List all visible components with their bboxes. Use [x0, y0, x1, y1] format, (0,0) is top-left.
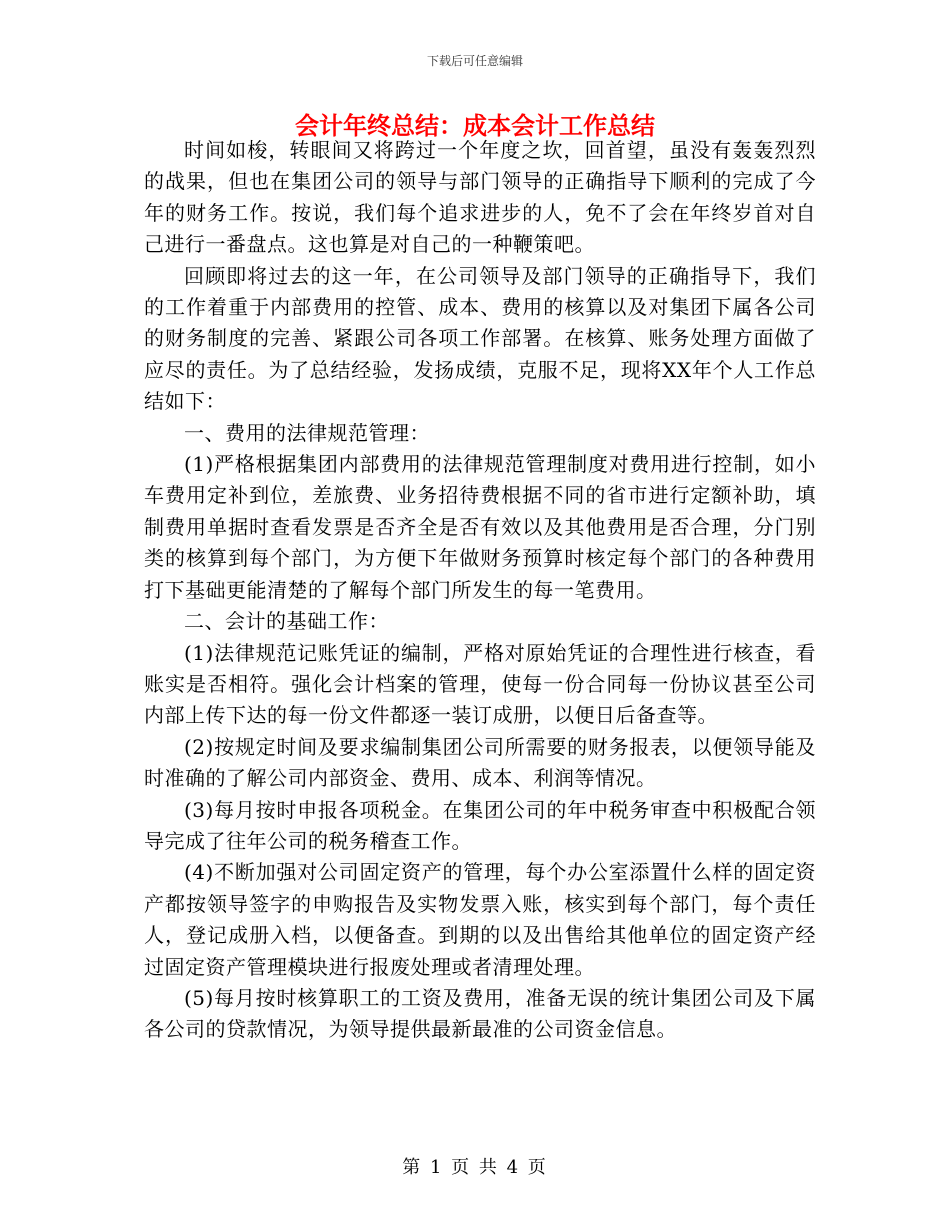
paragraph-intro: 时间如梭，转眼间又将跨过一个年度之坎，回首望，虽没有轰轰烈烈的战果，但也在集团公司的领导与部门领导的正确指导下顺利的完成了今年的财务工作。按说，我们每个追求进步的人，免不了会在年终岁首对自己进行一番盘点。这也算是对自己的一种鞭策吧。	[144, 138, 816, 257]
paragraph-accounting-2: (2)按规定时间及要求编制集团公司所需要的财务报表，以便领导能及时准确的了解公司内部资金、费用、成本、利润等情况。	[144, 734, 816, 791]
page-header-note: 下载后可任意编辑	[426, 54, 523, 68]
paragraph-accounting-5: (5)每月按时核算职工的工资及费用，准备无误的统计集团公司及下属各公司的贷款情况，为领导提供最新最准的公司资金信息。	[144, 985, 816, 1042]
paragraph-expense-1: (1)严格根据集团内部费用的法律规范管理制度对费用进行控制，如小车费用定补到位，差旅费、业务招待费根据不同的省市进行定额补助，填制费用单据时查看发票是否齐全是否有效以及其他费用是否合理，分门别类的核算到每个部门，为方便下年做财务预算时核定每个部门的各种费用打下基础更能清楚的了解每个部门所发生的每一笔费用。	[144, 452, 816, 602]
document-title: 会计年终总结：成本会计工作总结	[295, 112, 655, 140]
page-number-indicator: 第 1 页 共 4 页	[402, 1157, 548, 1178]
paragraph-accounting-3: (3)每月按时申报各项税金。在集团公司的年中税务审查中积极配合领导完成了往年公司的税务稽查工作。	[144, 797, 816, 853]
section-heading-accounting: 二、会计的基础工作：	[184, 609, 389, 634]
paragraph-review: 回顾即将过去的这一年，在公司领导及部门领导的正确指导下，我们的工作着重于内部费用的控管、成本、费用的核算以及对集团下属各公司的财务制度的完善、紧跟公司各项工作部署。在核算、账务处理方面做了应尽的责任。为了总结经验，发扬成绩，克服不足，现将XX年个人工作总结如下：	[144, 263, 816, 414]
section-heading-expense: 一、费用的法律规范管理：	[184, 420, 430, 445]
paragraph-accounting-1: (1)法律规范记账凭证的编制，严格对原始凭证的合理性进行核查，看账实是否相符。强化会计档案的管理，使每一份合同每一份协议甚至公司内部上传下达的每一份文件都逐一装订成册，以便日后备查等。	[144, 640, 816, 728]
paragraph-accounting-4: (4)不断加强对公司固定资产的管理，每个办公室添置什么样的固定资产都按领导签字的申购报告及实物发票入账，核实到每个部门，每个责任人，登记成册入档，以便备查。到期的以及出售给其他单位的固定资产经过固定资产管理模块进行报废处理或者清理处理。	[144, 860, 816, 979]
document-body	[144, 135, 816, 1046]
